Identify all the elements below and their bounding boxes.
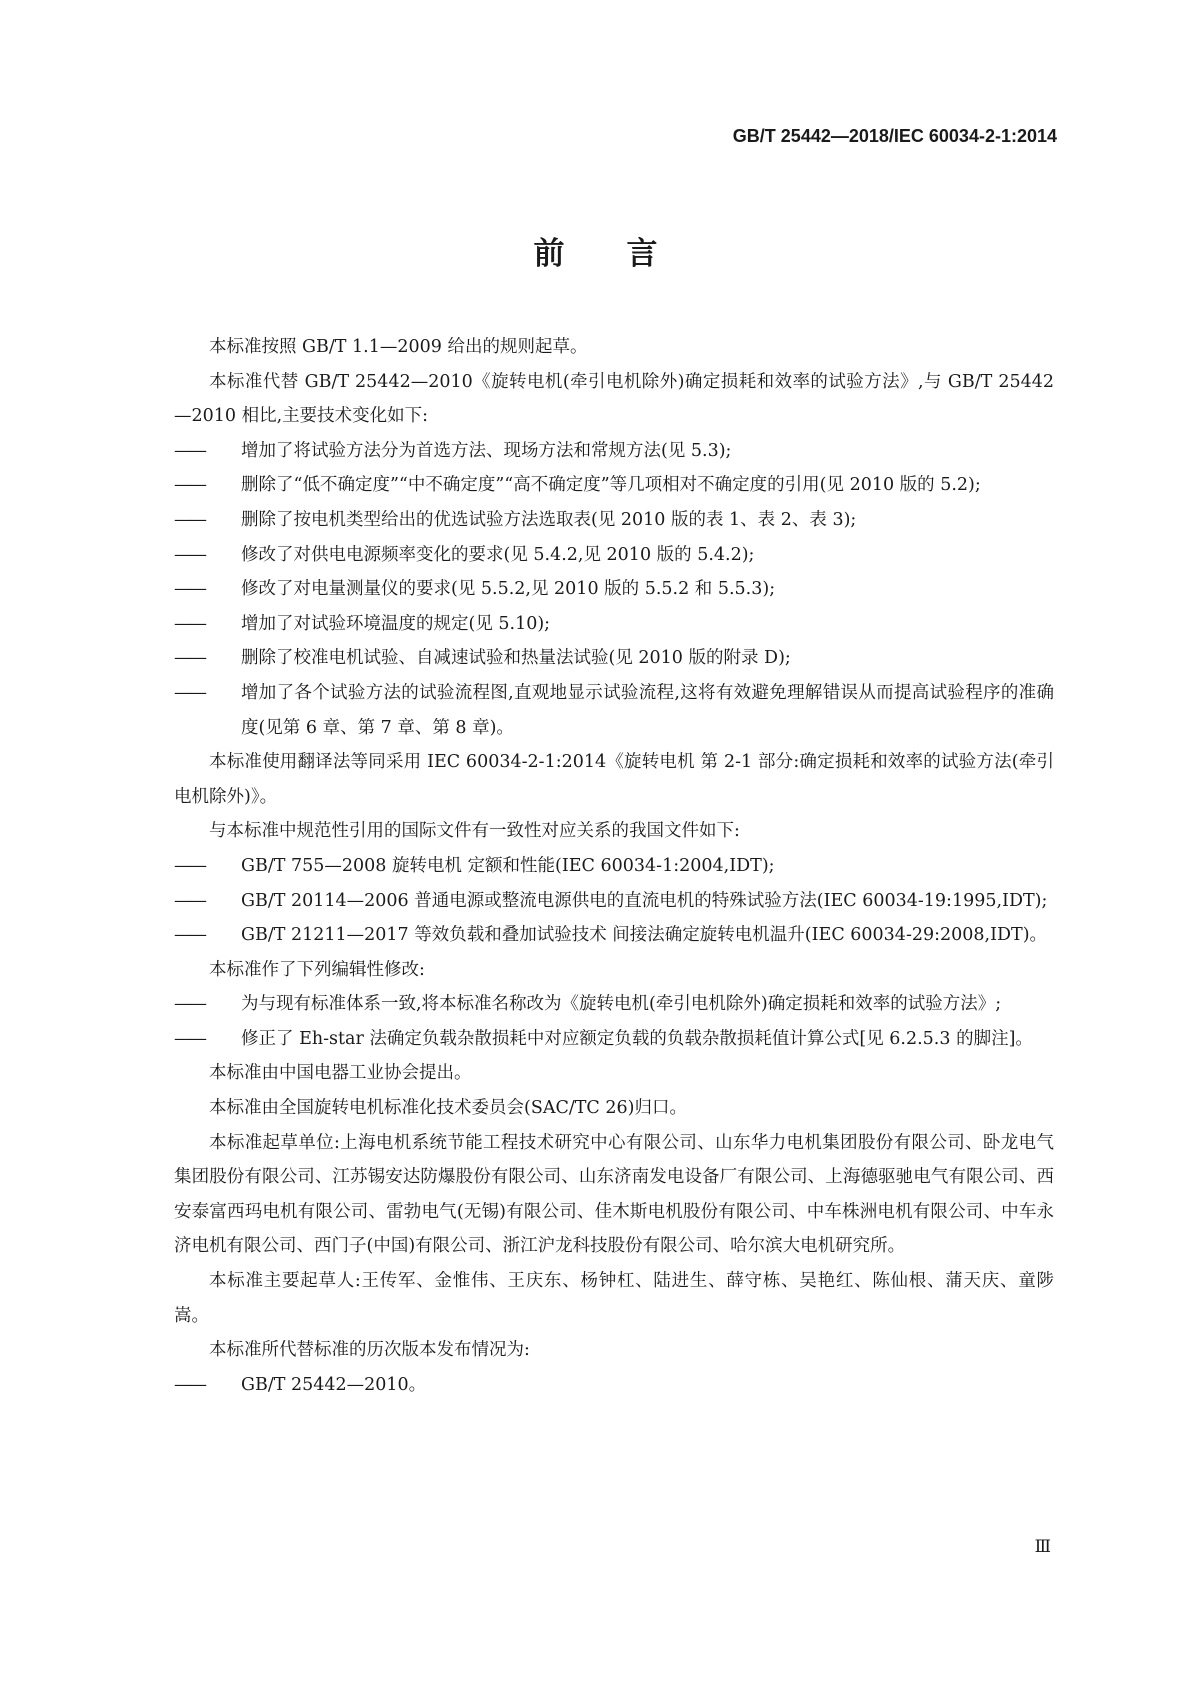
list-item: —— 增加了各个试验方法的试验流程图,直观地显示试验流程,这将有效避免理解错误从而提高试验程序的准确度(见第 6 章、第 7 章、第 8 章)。: [174, 676, 1054, 745]
list-item: —— GB/T 20114—2006 普通电源或整流电源供电的直流电机的特殊试验方法(IEC 60034-19:1995,IDT);: [174, 884, 1054, 919]
paragraph-proposer: 本标准由中国电器工业协会提出。: [209, 1063, 472, 1084]
dash-marker: ——: [174, 440, 205, 461]
dash-marker: ——: [174, 475, 205, 496]
paragraph-drafting-units: 本标准起草单位:上海电机系统节能工程技术研究中心有限公司、山东华力电机集团股份有限公司、卧龙电气集团股份有限公司、江苏锡安达防爆股份有限公司、山东济南发电设备厂有限公司、上海德驱驰电气有限公司、西安泰富西玛电机有限公司、雷勃电气(无锡)有限公司、佳木斯电机股份有限公司、中车株洲电机有限公司、中车永济电机有限公司、西门子(中国)有限公司、浙江沪龙科技股份有限公司、哈尔滨大电机研究所。: [174, 1132, 1054, 1257]
page-number: Ⅲ: [1034, 1537, 1051, 1557]
paragraph-references-intro: 与本标准中规范性引用的国际文件有一致性对应关系的我国文件如下:: [209, 821, 740, 842]
changes-list: [174, 434, 1054, 745]
paragraph-adoption: 本标准使用翻译法等同采用 IEC 60034-2-1:2014《旋转电机 第 2-1 部分:确定损耗和效率的试验方法(牵引电机除外)》。: [174, 752, 1054, 807]
dash-marker: ——: [174, 925, 205, 946]
history-list: [174, 1368, 1054, 1403]
list-item: —— 增加了将试验方法分为首选方法、现场方法和常规方法(见 5.3);: [174, 434, 1054, 469]
list-item: —— 修改了对供电电源频率变化的要求(见 5.4.2,见 2010 版的 5.4.2);: [174, 538, 1054, 573]
list-item: —— 删除了“低不确定度”“中不确定度”“高不确定度”等几项相对不确定度的引用(见 2010 版的 5.2);: [174, 468, 1054, 503]
list-item: —— 修改了对电量测量仪的要求(见 5.5.2,见 2010 版的 5.5.2 和 5.5.3);: [174, 572, 1054, 607]
dash-marker: ——: [174, 509, 205, 530]
list-item: —— GB/T 25442—2010。: [174, 1368, 1054, 1403]
dash-marker: ——: [174, 648, 205, 669]
list-item: —— 删除了按电机类型给出的优选试验方法选取表(见 2010 版的表 1、表 2、表 3);: [174, 503, 1054, 538]
dash-marker: ——: [174, 1028, 205, 1049]
references-list: [174, 849, 1054, 953]
dash-marker: ——: [174, 682, 205, 703]
paragraph-drafting-rules: 本标准按照 GB/T 1.1—2009 给出的规则起草。: [209, 337, 588, 357]
dash-marker: ——: [174, 994, 205, 1015]
list-item: —— 增加了对试验环境温度的规定(见 5.10);: [174, 607, 1054, 642]
dash-marker: ——: [174, 613, 205, 634]
dash-marker: ——: [174, 890, 205, 911]
standard-code-header: GB/T 25442—2018/IEC 60034-2-1:2014: [732, 126, 1057, 146]
dash-marker: ——: [174, 544, 205, 565]
list-item: —— 删除了校准电机试验、自减速试验和热量法试验(见 2010 版的附录 D);: [174, 641, 1054, 676]
foreword-body: [174, 330, 1054, 1402]
list-item: —— 为与现有标准体系一致,将本标准名称改为《旋转电机(牵引电机除外)确定损耗和效率的试验方法》;: [174, 987, 1054, 1022]
paragraph-drafters: 本标准主要起草人:王传军、金惟伟、王庆东、杨钟杠、陆进生、薛守栋、吴艳红、陈仙根、蒲天庆、童陟嵩。: [174, 1271, 1054, 1326]
dash-marker: ——: [174, 579, 205, 600]
dash-marker: ——: [174, 855, 205, 876]
paragraph-committee: 本标准由全国旋转电机标准化技术委员会(SAC/TC 26)归口。: [209, 1098, 687, 1119]
list-item: —— GB/T 21211—2017 等效负载和叠加试验技术 间接法确定旋转电机温升(IEC 60034-29:2008,IDT)。: [174, 918, 1054, 953]
paragraph-editorial-intro: 本标准作了下列编辑性修改:: [209, 959, 425, 980]
editorial-list: [174, 987, 1054, 1056]
page-title: 前言: [533, 236, 720, 272]
list-item: —— GB/T 755—2008 旋转电机 定额和性能(IEC 60034-1:2004,IDT);: [174, 849, 1054, 884]
paragraph-replaces: 本标准代替 GB/T 25442—2010《旋转电机(牵引电机除外)确定损耗和效率的试验方法》,与 GB/T 25442—2010 相比,主要技术变化如下:: [174, 371, 1054, 427]
dash-marker: ——: [174, 1374, 205, 1395]
paragraph-history-intro: 本标准所代替标准的历次版本发布情况为:: [209, 1340, 530, 1361]
list-item: —— 修正了 Eh-star 法确定负载杂散损耗中对应额定负载的负载杂散损耗值计算公式[见 6.2.5.3 的脚注]。: [174, 1022, 1054, 1057]
